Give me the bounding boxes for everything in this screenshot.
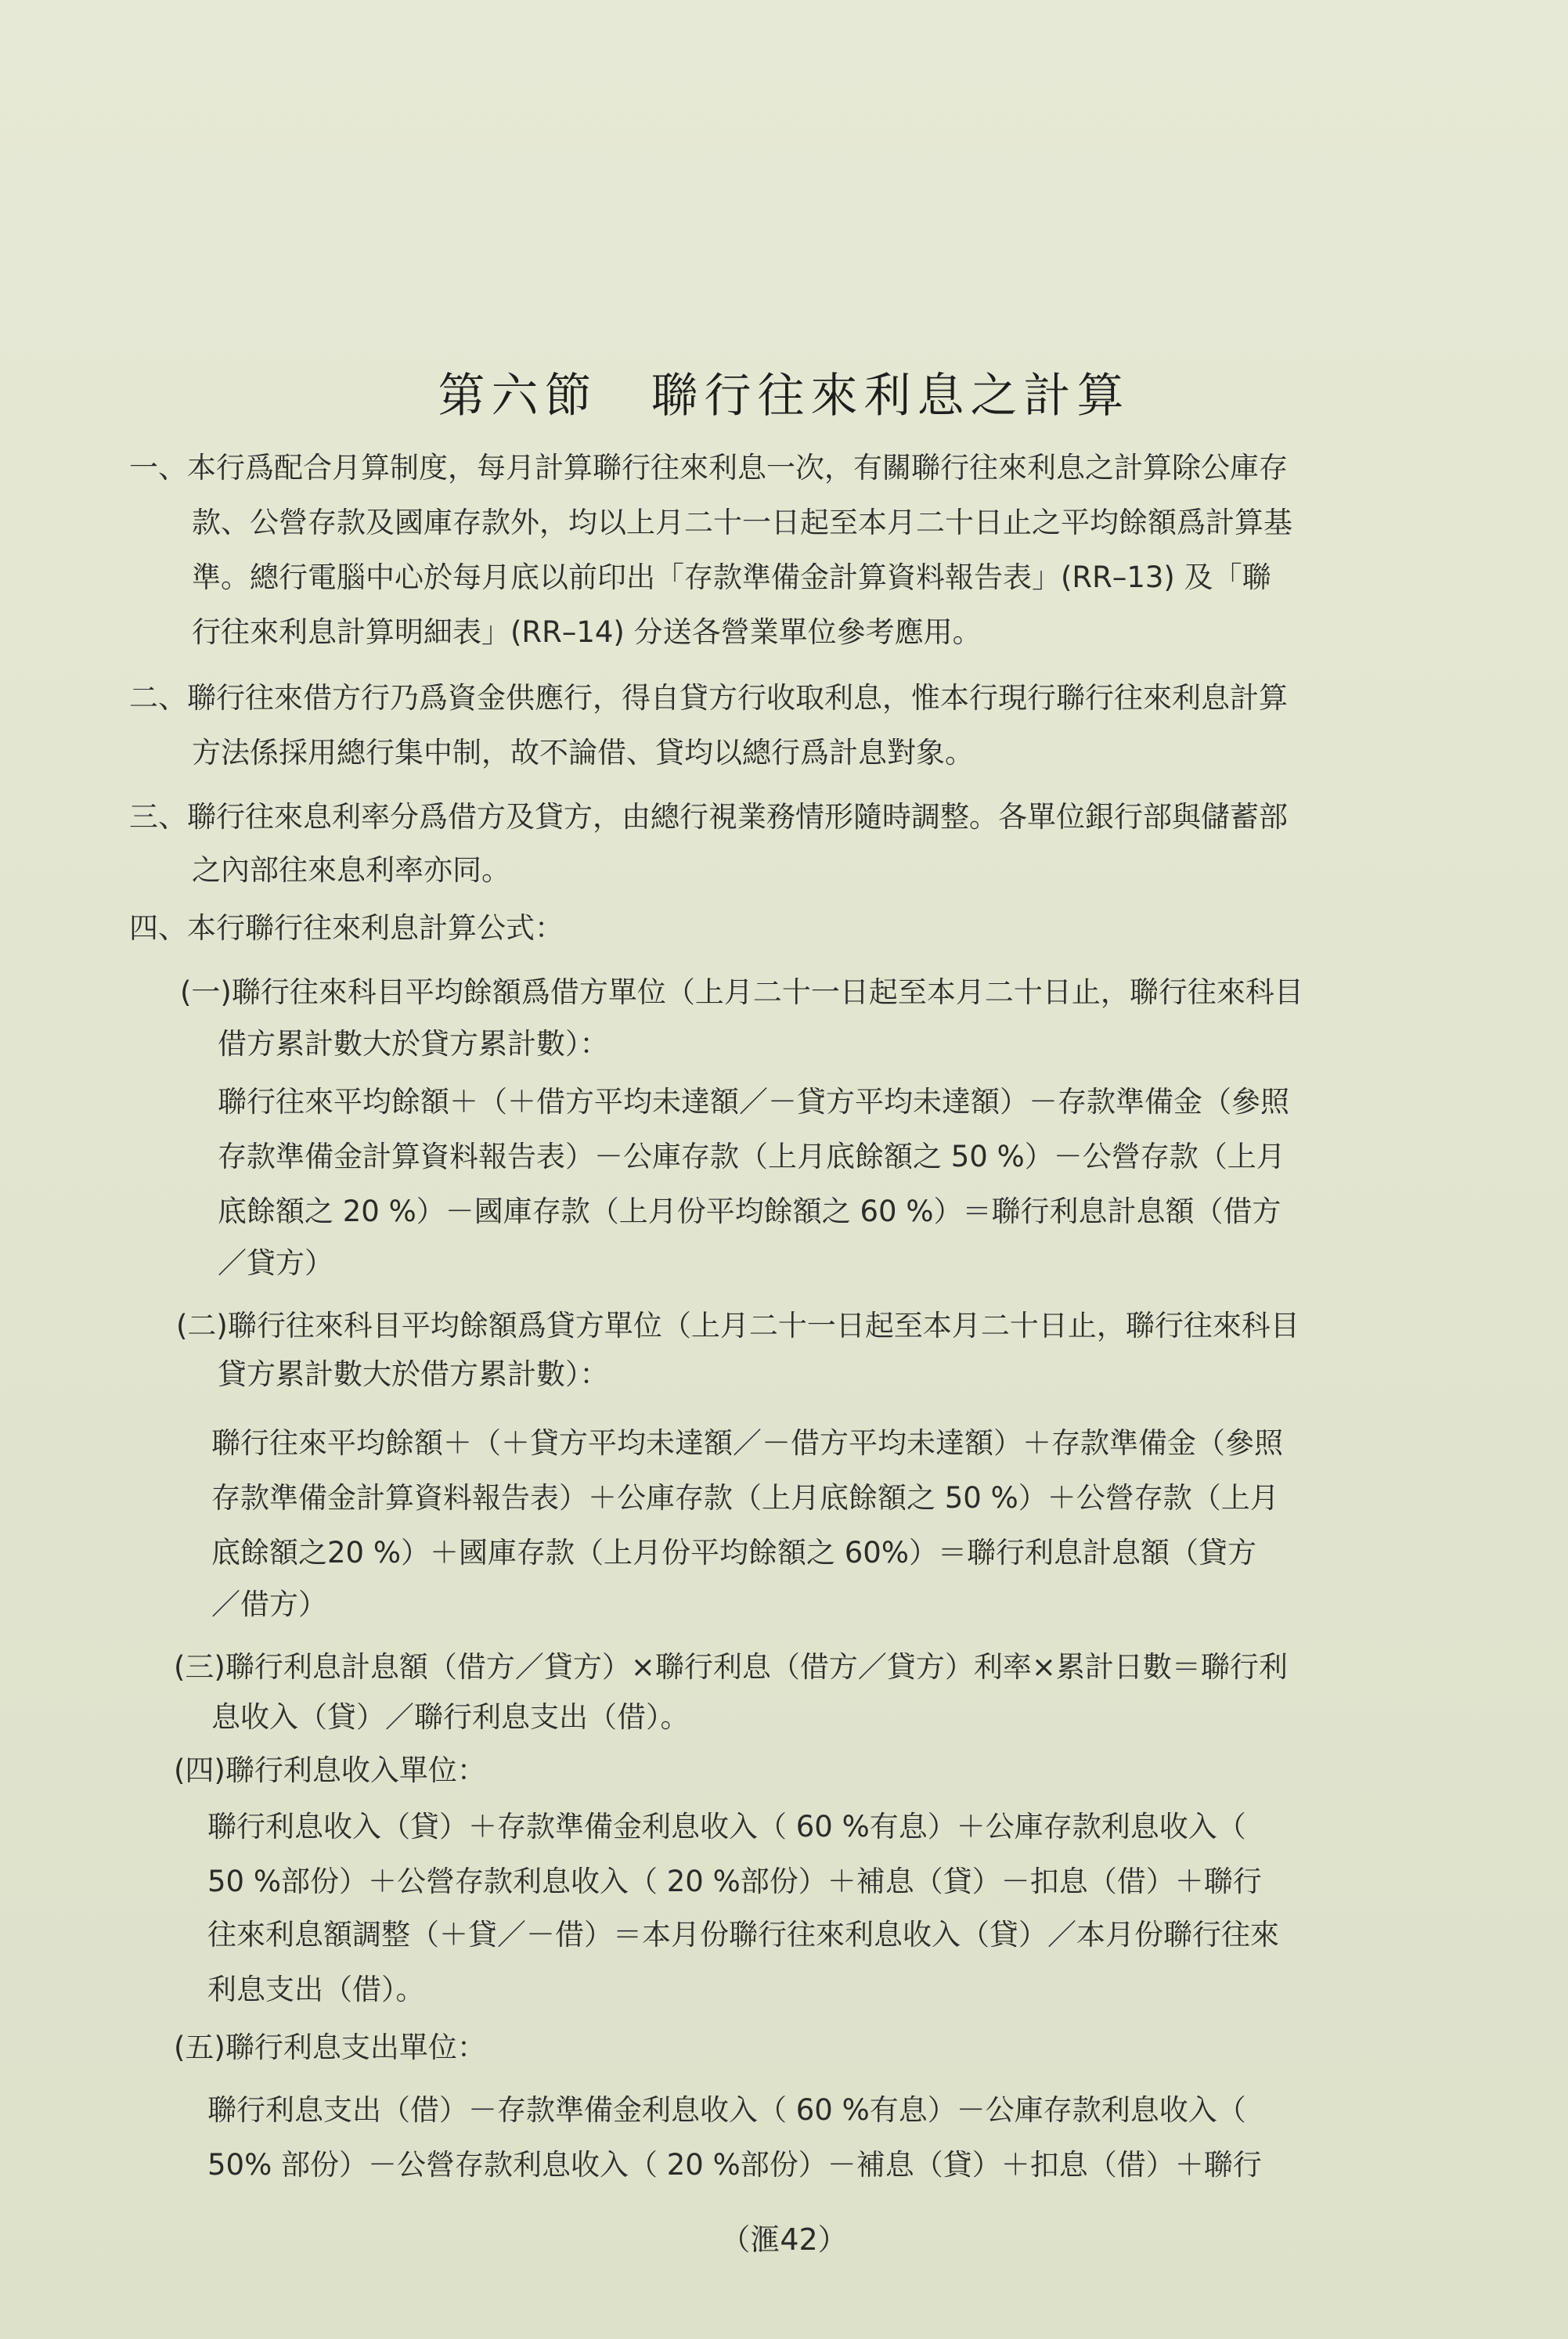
paragraph-line: 四、本行聯行往來利息計算公式： bbox=[129, 911, 564, 945]
formula-line: 底餘額之 20 %）－國庫存款（上月份平均餘額之 60 %）＝聯行利息計息額（借方 bbox=[218, 1195, 1281, 1228]
formula-heading-1: 借方累計數大於貸方累計數）： bbox=[218, 1027, 609, 1061]
paragraph-line: 方法係採用總行集中制，故不論借、貸均以總行爲計息對象。 bbox=[192, 736, 974, 769]
paragraph-line: 準。總行電腦中心於每月底以前印出「存款準備金計算資料報告表」(RR–13) 及「聯 bbox=[192, 560, 1271, 594]
paragraph-line: 之內部往來息利率亦同。 bbox=[192, 853, 510, 887]
formula-line: 聯行利息支出（借）－存款準備金利息收入（ 60 %有息）－公庫存款利息收入（ bbox=[207, 2093, 1246, 2127]
formula-line: 利息支出（借）。 bbox=[207, 1973, 425, 2006]
formula-line: ／貸方） bbox=[218, 1246, 333, 1280]
section-title: 第六節 聯行往來利息之計算 bbox=[438, 369, 1130, 423]
formula-line: 存款準備金計算資料報告表）－公庫存款（上月底餘額之 50 %）－公營存款（上月 bbox=[218, 1140, 1285, 1173]
paragraph-line: 一、本行爲配合月算制度，每月計算聯行往來利息一次，有關聯行往來利息之計算除公庫存 bbox=[129, 451, 1288, 485]
formula-heading-1: (一)聯行往來科目平均餘額爲借方單位（上月二十一日起至本月二十日止，聯行往來科目 bbox=[180, 975, 1303, 1009]
formula-heading-2: (二)聯行往來科目平均餘額爲貸方單位（上月二十一日起至本月二十日止，聯行往來科目 bbox=[176, 1309, 1299, 1342]
formula-heading-4: (四)聯行利息收入單位： bbox=[174, 1753, 486, 1787]
formula-line: 聯行往來平均餘額＋（＋借方平均未達額／－貸方平均未達額）－存款準備金（參照 bbox=[218, 1085, 1289, 1119]
formula-line: 往來利息額調整（＋貸／－借）＝本月份聯行往來利息收入（貸）／本月份聯行往來 bbox=[207, 1918, 1279, 1952]
page-number: （滙42） bbox=[720, 2222, 848, 2257]
formula-heading-3: 息收入（貸）／聯行利息支出（借）。 bbox=[211, 1700, 690, 1734]
formula-line: 50 %部份）＋公營存款利息收入（ 20 %部份）＋補息（貸）－扣息（借）＋聯行 bbox=[207, 1865, 1262, 1898]
formula-line: 50% 部份）－公營存款利息收入（ 20 %部份）－補息（貸）＋扣息（借）＋聯行 bbox=[207, 2148, 1262, 2182]
formula-heading-5: (五)聯行利息支出單位： bbox=[174, 2031, 486, 2064]
formula-line: 聯行利息收入（貸）＋存款準備金利息收入（ 60 %有息）＋公庫存款利息收入（ bbox=[207, 1810, 1246, 1843]
paragraph-line: 款、公營存款及國庫存款外，均以上月二十一日起至本月二十日止之平均餘額爲計算基 bbox=[192, 506, 1292, 539]
formula-heading-3: (三)聯行利息計息額（借方／貸方）×聯行利息（借方／貸方）利率×累計日數＝聯行利 bbox=[174, 1650, 1288, 1684]
formula-line: ／借方） bbox=[211, 1588, 327, 1621]
paragraph-line: 三、聯行往來息利率分爲借方及貸方，由總行視業務情形隨時調整。各單位銀行部與儲蓄部 bbox=[129, 800, 1288, 834]
paragraph-line: 行往來利息計算明細表」(RR–14) 分送各營業單位參考應用。 bbox=[192, 615, 982, 649]
paragraph-line: 二、聯行往來借方行乃爲資金供應行，得自貸方行收取利息，惟本行現行聯行往來利息計算 bbox=[129, 681, 1288, 715]
formula-heading-2: 貸方累計數大於借方累計數）： bbox=[218, 1357, 609, 1391]
formula-line: 底餘額之20 %）＋國庫存款（上月份平均餘額之 60%）＝聯行利息計息額（貸方 bbox=[211, 1536, 1256, 1570]
formula-line: 存款準備金計算資料報告表）＋公庫存款（上月底餘額之 50 %）＋公營存款（上月 bbox=[211, 1481, 1279, 1515]
formula-line: 聯行往來平均餘額＋（＋貸方平均未達額／－借方平均未達額）＋存款準備金（參照 bbox=[211, 1426, 1283, 1460]
